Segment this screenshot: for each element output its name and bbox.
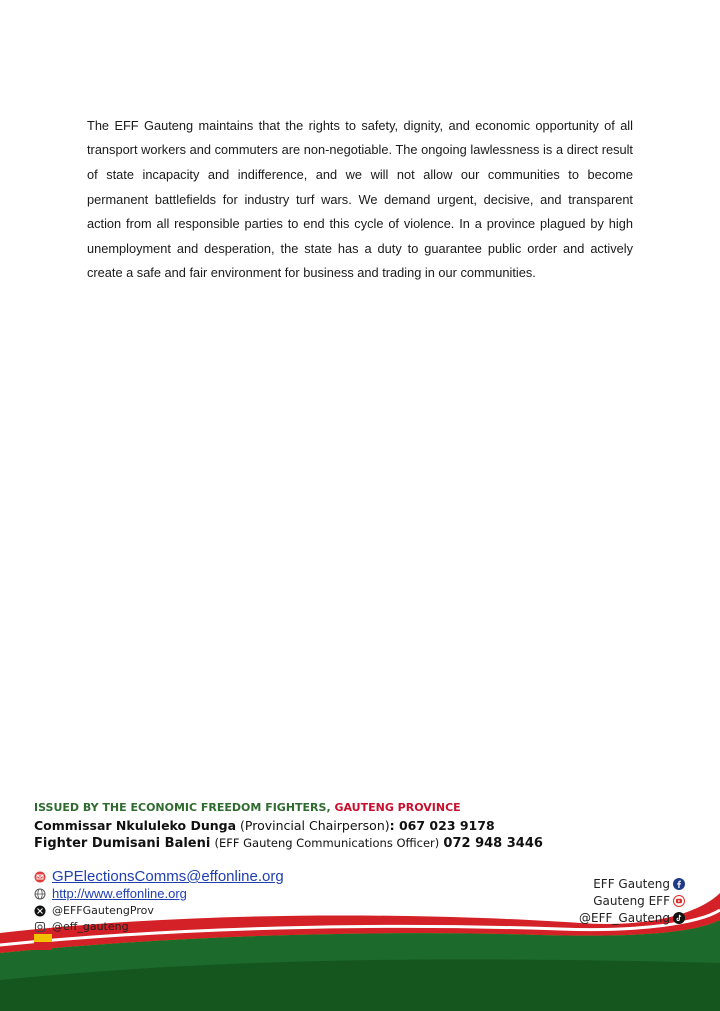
province-text: GAUTENG PROVINCE [334,801,461,814]
contact-chairperson [34,818,495,833]
tiktok-icon [673,912,685,924]
contact-role: (Provincial Chairperson) [240,818,390,833]
youtube-row[interactable] [579,892,685,909]
contact-phone: 072 948 3446 [443,836,543,851]
twitter-row [34,904,154,917]
twitter-handle[interactable]: @EFFGautengProv [52,904,154,917]
issued-by-text: ISSUED BY THE ECONOMIC FREEDOM FIGHTERS, [34,801,331,814]
contact-name: Fighter Dumisani Baleni [34,836,211,851]
tiktok-label: @EFF_Gauteng [579,910,670,925]
facebook-row[interactable] [579,875,685,892]
globe-icon [34,888,46,900]
email-row [34,868,284,885]
flag-emblem [34,934,52,958]
website-link[interactable]: http://www.effonline.org [52,886,187,901]
facebook-label: EFF Gauteng [593,876,670,891]
instagram-handle[interactable]: @eff_gauteng [52,920,129,933]
footer [0,795,720,1011]
issued-by-line [34,801,461,814]
email-icon [34,871,46,883]
instagram-row [34,920,129,933]
website-row [34,886,187,901]
social-handles [579,875,685,926]
youtube-icon [673,895,685,907]
youtube-label: Gauteng EFF [593,893,670,908]
contact-communications-officer [34,836,543,851]
facebook-icon [673,878,685,890]
contact-role: (EFF Gauteng Communications Officer) [214,836,440,850]
contact-phone: : 067 023 9178 [389,818,495,833]
body-paragraph: The EFF Gauteng maintains that the rights to safety, dignity, and economic opportunity of all transport workers and commuters are non-negotiable. The ongoing lawlessness is a direct result of state incapacity and indifference, and we will not allow our communities to become permanent battlefields for industry turf wars. We demand urgent, decisive, and transparent action from all responsible parties to end this cycle of violence. In a province plagued by high unemployment and desperation, the state has a duty to guarantee public order and actively create a safe and fair environment for business and trading in our communities. [87,117,633,281]
x-twitter-icon [34,905,46,917]
tiktok-row[interactable] [579,909,685,926]
email-link[interactable]: GPElectionsComms@effonline.org [52,868,284,885]
contact-name: Commissar Nkululeko Dunga [34,818,237,833]
instagram-icon [34,921,46,933]
